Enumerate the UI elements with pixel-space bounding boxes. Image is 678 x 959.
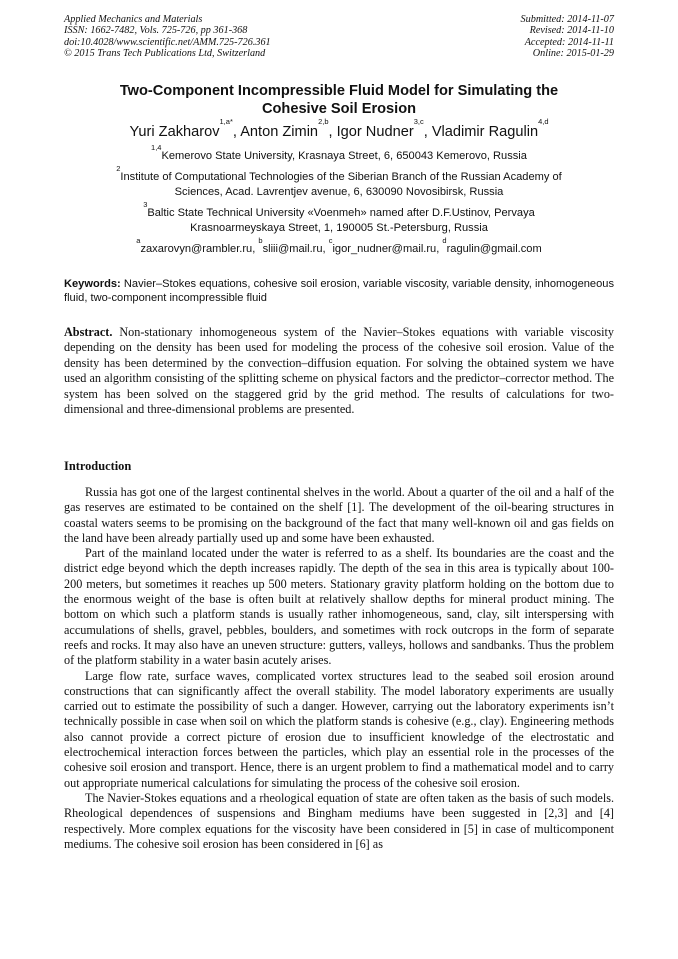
author-sup: 2,b	[318, 117, 329, 126]
email-sep: ,	[436, 243, 443, 255]
author-name: Yuri Zakharov	[129, 124, 220, 140]
title-line-1: Two-Component Incompressible Fluid Model for Simulating the	[119, 83, 559, 99]
online-date: Online: 2015-01-29	[532, 48, 614, 60]
affiliation-text: Krasnoarmeyskaya Street, 1, 190005 St.-Petersburg, Russia	[190, 222, 488, 234]
affiliation-text: Kemerovo State University, Krasnaya Street, 6, 650043 Kemerovo, Russia	[161, 150, 527, 162]
author-sup: 3,c	[413, 117, 424, 126]
issn-line: ISSN: 1662-7482, Vols. 725-726, pp 361-368	[64, 25, 248, 37]
journal-info	[64, 14, 271, 60]
email-sup: a	[136, 236, 141, 245]
email-link[interactable]: sliii@mail.ru	[262, 243, 323, 255]
copyright-line: © 2015 Trans Tech Publications Ltd, Switzerland	[64, 48, 266, 60]
keywords-text: Navier–Stokes equations, cohesive soil erosion, variable viscosity, variable density, inhomogeneous fluid, two-component incompressible fluid	[64, 278, 614, 304]
body-paragraph: Large flow rate, surface waves, complicated vortex structures lead to the seabed soil erosion around constructions that can significantly affect the overall stability. The model laboratory experiments are usually carried out to estimate the possibility of such a danger. However, carrying out the laboratory experiments isn’t technically possible in case when soil on which the platform stands is cohesive (e.g., clay). Engineering methods also cannot provide a correct picture of erosion due to insufficient knowledge of the electrostatic and electrochemical interaction forces between the particles, which play an essential role in the processes of the cohesive soil erosion and transport. Hence, there is an urgent problem to find a mathematical model and to carry out appropriate numerical calculations for simulating the process of the cohesive soil erosion.	[64, 668, 614, 790]
author-name: Anton Zimin	[240, 124, 319, 140]
author-name: Vladimir Ragulin	[431, 124, 539, 140]
abstract-label: Abstract.	[64, 325, 113, 339]
email-link[interactable]: ragulin@gmail.com	[446, 243, 542, 255]
doi-line: doi:10.4028/www.scientific.net/AMM.725-726.361	[64, 36, 271, 48]
author-sup: 4,d	[538, 117, 549, 126]
author-sep: ,	[232, 124, 241, 140]
author-sup: 1,a*	[219, 117, 233, 126]
email-sep: ,	[252, 243, 259, 255]
journal-name: Applied Mechanics and Materials	[64, 14, 203, 25]
body-paragraph: Part of the mainland located under the water is referred to as a shelf. Its boundaries are the coast and the district edge beyond which the depth increases rapidly. The depth of the sea in this area is typically about 100-200 meters, but sometimes it reaches up 500 meters. Stationary gravity platform holding on the bottom due to the enormous weight of the base is often built at relatively shallow depths for mineral product mining. The bottom on which such a platform stands is usually rather inhomogeneous, sand, clay, silt interspersing with accumulations of shells, gravel, pebbles, boulders, and sometimes with rock outcrops in the form of separate reefs and rocks. It may also have an uneven structure: gutters, valleys, hollows and sandbanks. Thus the problem of the platform stability in a water basin acutely arises.	[64, 546, 614, 668]
email-sup: b	[258, 236, 263, 245]
body-paragraph: Russia has got one of the largest continental shelves in the world. About a quarter of the oil and a half of the gas reserves are estimated to be contained on the shelf [1]. The development of the oil-bearing structures in coastal waters seems to be promising on the background of the fact that many well-known oil and gas fields on the land have been already partially used up and some have been exhausted.	[64, 485, 614, 545]
paper-title	[64, 82, 614, 118]
keywords-block	[64, 277, 614, 305]
affiliation-sup: 1,4	[151, 143, 162, 152]
email-sup: c	[328, 236, 333, 245]
abstract-text: Non-stationary inhomogeneous system of the Navier–Stokes equations with variable viscosity depending on the density has been used for modeling the process of the cohesive soil erosion. Value of the density has been determined by the convection–diffusion equation. For solving the obtained system we have used an algorithm consisting of the splitting scheme on physical factors and the predictor–corrector method. The system has been solved on the staggered grid by the grid method. The results of calculations for two-dimensional and three-dimensional problems are presented.	[64, 325, 614, 417]
affiliation-text: Sciences, Acad. Lavrentjev avenue, 6, 630090 Novosibirsk, Russia	[174, 186, 504, 198]
author-sep: ,	[328, 124, 337, 140]
affiliation-sup: 2	[116, 164, 121, 173]
author-sep: ,	[423, 124, 432, 140]
email-sep: ,	[322, 243, 329, 255]
affiliation-2	[64, 164, 614, 200]
introduction-body	[64, 485, 614, 852]
email-list	[64, 236, 614, 257]
section-heading-introduction: Introduction	[64, 459, 132, 473]
title-line-2: Cohesive Soil Erosion	[261, 101, 417, 117]
submitted-date: Submitted: 2014-11-07	[520, 14, 614, 25]
author-name: Igor Nudner	[336, 124, 414, 140]
affiliation-1	[64, 143, 614, 164]
body-paragraph: The Navier-Stokes equations and a rheological equation of state are often taken as the basis of such models. Rheological dependences of suspensions and Bingham mediums have been suggested in [2,3] and [4] respectively. More complex equations for the viscosity have been considered in [5] in case of multicomponent mediums. The cohesive soil erosion has been considered in [6] as	[64, 790, 614, 851]
keywords-label: Keywords:	[64, 278, 121, 290]
revised-date: Revised: 2014-11-10	[529, 25, 614, 37]
affiliation-text: Institute of Computational Technologies of the Siberian Branch of the Russian Academy of	[120, 171, 562, 183]
dates-info	[521, 14, 614, 60]
affiliation-sup: 3	[143, 200, 148, 209]
abstract-block	[64, 325, 614, 417]
affiliation-text: Baltic State Technical University «Voenmeh» named after D.F.Ustinov, Pervaya	[147, 207, 535, 219]
email-link[interactable]: zaxarovyn@rambler.ru	[140, 243, 253, 255]
affiliation-3	[64, 200, 614, 236]
email-link[interactable]: igor_nudner@mail.ru	[332, 243, 437, 255]
email-sup: d	[442, 236, 447, 245]
author-list	[64, 117, 614, 141]
accepted-date: Accepted: 2014-11-11	[524, 36, 614, 48]
